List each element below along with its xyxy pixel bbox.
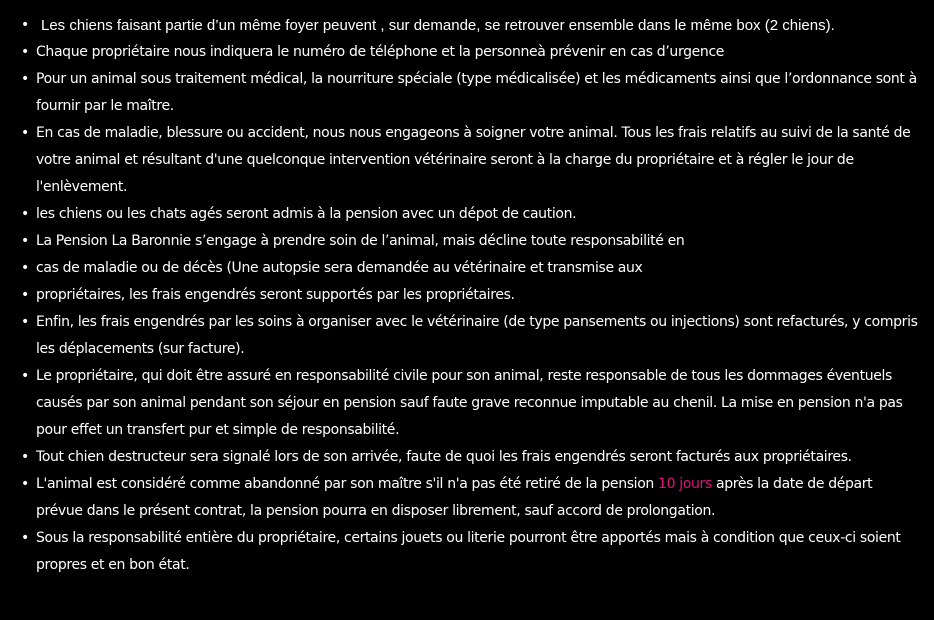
list-item	[21, 228, 922, 255]
list-item-text: Pour un animal sous traitement médical, la nourriture spéciale (type médicalisée) et les médicaments ainsi que l’ordonnance sont à fournir par le maître.	[36, 71, 917, 114]
list-item	[21, 39, 922, 66]
list-item	[21, 120, 922, 201]
list-item-text: Les chiens faisant partie d’un même foyer peuvent , sur demande, se retrouver ensemble dans le même box (2 chiens).	[41, 17, 835, 34]
bullet-icon: •	[21, 125, 29, 141]
bullet-icon: •	[21, 260, 29, 276]
list-item-text: Le propriétaire, qui doit être assuré en responsabilité civile pour son animal, reste responsable de tous les dommages éventuels causés par son animal pendant son séjour en pension sauf faute grave reconnue imputable au chenil. La mise en pension n'a pas pour effet un transfert pur et simple de responsabilité.	[36, 368, 903, 438]
bullet-icon: •	[21, 71, 29, 87]
list-item	[21, 66, 922, 120]
list-item	[21, 444, 922, 471]
bullet-icon: •	[21, 17, 30, 33]
list-item	[21, 525, 922, 579]
list-item-text: propriétaires, les frais engendrés seront supportés par les propriétaires.	[36, 287, 515, 303]
list-item	[21, 471, 922, 525]
list-item	[21, 12, 922, 39]
list-item-text: cas de maladie ou de décès (Une autopsie sera demandée au vétérinaire et transmise aux	[36, 260, 643, 276]
list-item-text: Tout chien destructeur sera signalé lors de son arrivée, faute de quoi les frais engendrés seront facturés aux propriétaires.	[36, 449, 852, 465]
list-item	[21, 255, 922, 282]
list-item	[21, 201, 922, 228]
list-item-text-after: après la date de départ prévue dans le présent contrat, la pension pourra en disposer librement, sauf accord de prolongation.	[36, 476, 873, 519]
list-item-text: les chiens ou les chats agés seront admis à la pension avec un dépot de caution.	[36, 206, 577, 222]
bullet-icon: •	[21, 287, 29, 303]
list-item-text: Chaque propriétaire nous indiquera le numéro de téléphone et la personneà prévenir en cas d’urgence	[36, 44, 725, 60]
list-item-text-before: L'animal est considéré comme abandonné par son maître s'il n'a pas été retiré de la pension	[36, 476, 654, 492]
list-item-text: Enfin, les frais engendrés par les soins à organiser avec le vétérinaire (de type pansements ou injections) sont refacturés, y compris les déplacements (sur facture).	[36, 314, 918, 357]
list-item-text: Sous la responsabilité entière du propriétaire, certains jouets ou literie pourront être apportés mais à condition que ceux-ci soient propres et en bon état.	[36, 530, 901, 573]
list-item-text: En cas de maladie, blessure ou accident, nous nous engageons à soigner votre animal. Tous les frais relatifs au suivi de la santé de votre animal et résultant d'une quelconque intervention vétérinaire seront à la charge du propriétaire et à régler le jour de l'enlèvement.	[36, 125, 911, 195]
bullet-icon: •	[21, 449, 29, 465]
bullet-icon: •	[21, 44, 29, 60]
bullet-icon: •	[21, 206, 29, 222]
bullet-icon: •	[21, 368, 29, 384]
list-item-text: La Pension La Baronnie s’engage à prendre soin de l’animal, mais décline toute responsabilité en	[36, 233, 685, 249]
bullet-icon: •	[21, 233, 29, 249]
bullet-icon: •	[21, 314, 29, 330]
list-item	[21, 309, 922, 363]
list-item	[21, 363, 922, 444]
bullet-icon: •	[21, 530, 29, 546]
bullet-icon: •	[21, 476, 29, 492]
list-item	[21, 282, 922, 309]
highlight-duration: 10 jours	[658, 476, 712, 492]
